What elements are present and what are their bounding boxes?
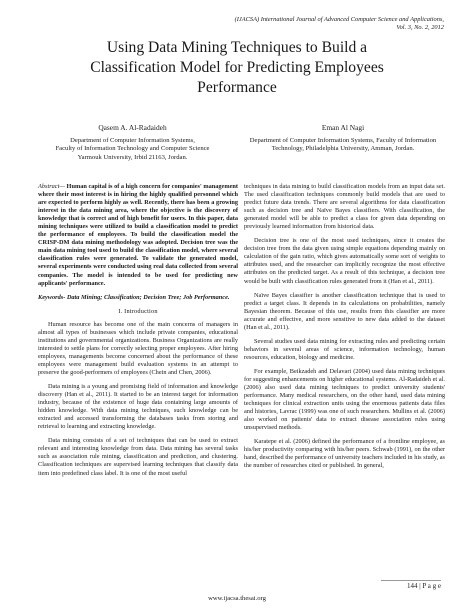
abstract-text: Human capital is of a high concern for companies' management where their most interest is in hiring the highly qualified personnel which are expected to perform highly as well. Recently, there has been a growing interest in the data mining area, where the objective is the discovery of knowledge that is correct and of high benefit for users. In this paper, data mining techniques were utilized to build a classification model to predict the performance of employees. To build the classification model the CRISP-DM data mining methodology was adopted. Decision tree was the main data mining tool used to build the classification model, where several classification rules were generated. To validate the generated model, several experiments were conducted using real data collected from several companies. The model is intended to be used for predicting new applicants' performance.	[38, 183, 238, 287]
title-line3: Performance	[197, 79, 277, 96]
journal-header-line2: Vol. 3, No. 2, 2012	[396, 24, 444, 32]
paragraph: techniques in data mining to build classification models from an input data set. The used classification techniques commonly build models that are used to predict future data trends. There are several algorithms for data classification such as decision tree and Naïve Bayes classifiers. With classification, the generated model will be able to predict a class for given data depending on previously learned information from historical data.	[244, 183, 445, 231]
paragraph: Naïve Bayes classifier is another classification technique that is used to predict a target class. It depends in its calculations on probabilities, namely Bayesian theorem. Because of this use, results from this classifier are more accurate and effective, and more sensitive to new data added to the dataset (Han et al., 2011).	[244, 291, 445, 331]
paragraph: Karatepe et al. (2006) defined the performance of a frontline employee, as his/her productivity comparing with his/her peers. Schwab (1991), on the other hand, described the performance of university teachers included in his study, as the number of researches cited or published. In general,	[244, 438, 445, 470]
abstract-lead: Abstract—	[38, 183, 65, 190]
author-name: Qasem A. Al-Radaideh	[98, 123, 167, 132]
paragraph: Data mining is a young and promising field of information and knowledge discovery (Han et al., 2011). It started to be an interest target for information industry, because of the existence of huge data containing large amounts of hidden knowledge. With data mining techniques, such knowledge can be extracted and accessed transforming the databases tasks from storing and retrieval to learning and extracting knowledge.	[38, 383, 238, 431]
section-heading: I. Introduction	[118, 307, 158, 315]
journal-header	[144, 16, 444, 33]
paragraph: Data mining consists of a set of techniques that can be used to extract relevant and interesting knowledge from data. Data mining has several tasks such as association rule mining, classification and prediction, and clustering. Classification techniques are supervised learning techniques that classify data item into predefined class label. It is one of the most useful	[38, 437, 238, 477]
author-affiliation: Technology, Philadelphia University, Amman, Jordan.	[271, 145, 415, 153]
author-affiliation: Department of Computer Information Systems, Faculty of Information	[249, 136, 437, 144]
title-line2: Classification Model for Predicting Employees	[90, 59, 384, 76]
title-line1: Using Data Mining Techniques to Build a	[106, 39, 368, 56]
author-affiliation: Faculty of Information Technology and Computer Science	[55, 145, 210, 153]
right-column	[244, 183, 445, 477]
author-block-1	[30, 124, 235, 162]
author-affiliation: Yarmouk University, Irbid 21163, Jordan.	[77, 153, 188, 161]
paragraph: Decision tree is one of the most used techniques, since it creates the decision tree from the data given using simple equations depending mainly on calculation of the gain ratio, which gives automatically some sort of weights to attributes used, and the researcher can implicitly recognize the most effective attributes on the predicted target. As a result of this technique, a decision tree would be built with classification rules generated from it (Han et al., 2011).	[244, 237, 445, 285]
abstract	[38, 183, 238, 288]
paragraph: Several studies used data mining for extracting rules and predicting certain behaviors in several areas of science, information technology, human resources, education, biology and medicine.	[244, 337, 445, 361]
left-column	[38, 183, 238, 484]
paragraph: Human resource has become one of the main concerns of managers in almost all types of businesses which include private companies, educational institutions and governmental organizations. Business Organizations are really interested to settle plans for correctly selecting proper employees. After hiring employees, managements become concerned about the performance of these employees were management build evaluation systems in an attempt to preserve the good-performers of employees (Chein and Chen, 2006).	[38, 320, 238, 376]
author-affiliation: Department of Computer Information Systems,	[70, 136, 195, 144]
paragraph: For example, Beikzadeh and Delavari (2004) used data mining techniques for suggesting enhancements on higher educational systems. Al-Radaideh et al. (2006) also used data mining techniques to predict university students' performance. Many medical researchers, on the other hand, used data mining techniques for clinical extraction units using the enormous patients data files and histories, Lavrac (1999) was one of such researchers. Mullins et al. (2006) also worked on patients' data to extract disease association rules using unsupervised methods.	[244, 367, 445, 432]
journal-url[interactable]: www.ijacsa.thesai.org	[208, 595, 266, 602]
keywords: Keywords- Data Mining; Classification; Decision Tree; Job Performance.	[38, 293, 230, 301]
author-name: Eman Al Nagi	[321, 123, 365, 132]
paper-title	[40, 38, 434, 98]
author-block-2	[238, 124, 448, 154]
page-number: 144 | P a g e	[381, 580, 441, 590]
journal-header-line1: (IJACSA) International Journal of Advanced Computer Science and Applications,	[234, 16, 444, 23]
